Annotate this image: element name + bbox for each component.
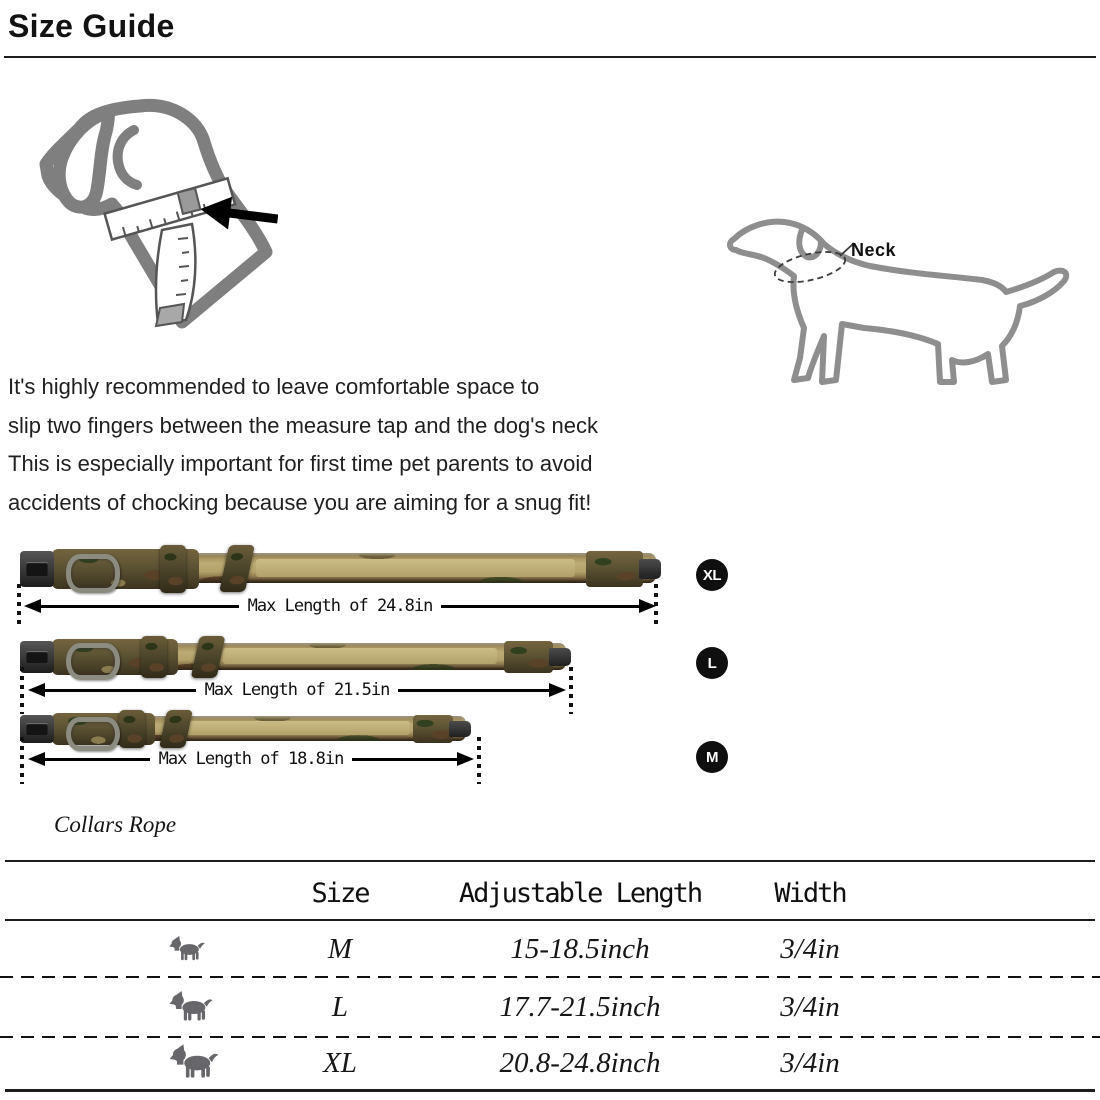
header-size: Size <box>311 877 369 909</box>
neck-label: Neck <box>851 240 897 260</box>
camo-wrap <box>504 641 553 673</box>
keeper-loop <box>119 710 145 748</box>
d-ring-icon <box>66 643 120 680</box>
d-ring-icon <box>66 717 120 751</box>
collars-caption: Collars Rope <box>54 812 177 837</box>
arrow-left-icon <box>24 599 41 613</box>
fit-note-line: This is especially important for first time pet parents to avoid <box>8 451 593 476</box>
keeper-loop <box>160 545 186 592</box>
arrow-right-icon <box>457 752 474 766</box>
cell-width: 3/4in <box>780 991 840 1023</box>
buckle-tip <box>639 559 661 578</box>
measuring-tape-strip <box>156 224 195 326</box>
cell-length: 15-18.5inch <box>510 932 650 965</box>
dotted-guide <box>477 737 481 784</box>
fit-note <box>8 368 728 522</box>
cell-size: L <box>331 991 349 1023</box>
page-title: Size Guide <box>8 8 175 44</box>
cell-size: M <box>327 932 353 965</box>
dog-head-measure-illustration <box>28 92 278 342</box>
buckle-icon <box>20 551 54 587</box>
fit-note-line: accidents of chocking because you are aiming for a snug fit! <box>8 489 592 515</box>
size-badge-m: M <box>696 741 728 773</box>
cell-length: 17.7-21.5inch <box>499 991 661 1023</box>
title-divider <box>4 56 1096 58</box>
velcro-strip <box>186 721 410 736</box>
dotted-guide <box>17 584 21 628</box>
max-length-label: Max Length of 18.8in <box>158 749 344 769</box>
fit-note-line: It's highly recommended to leave comfortable space to <box>8 374 540 399</box>
dog-icon <box>168 935 206 964</box>
max-length-label: Max Length of 24.8in <box>247 596 433 616</box>
collar-photo-xl <box>20 549 658 589</box>
camo-wrap <box>586 551 643 587</box>
size-badge-l: L <box>696 647 728 679</box>
cell-length: 20.8-24.8inch <box>499 1046 661 1079</box>
table-row <box>0 980 1100 1035</box>
dog-body-illustration <box>722 212 1074 400</box>
max-length-label: Max Length of 21.5in <box>204 680 390 700</box>
fit-note-line: slip two fingers between the measure tap and the dog's neck <box>8 412 599 438</box>
dog-body-icon <box>722 212 1074 400</box>
dog-icon <box>168 990 214 1025</box>
buckle-tip <box>449 721 471 736</box>
measure-arrow-l <box>28 679 566 701</box>
dotted-guide <box>20 667 24 714</box>
dog-icon <box>168 1043 220 1083</box>
dotted-guide <box>569 667 573 714</box>
tape-clip <box>178 188 201 214</box>
cell-size: XL <box>323 1046 357 1079</box>
table-border <box>5 860 1095 862</box>
measure-arrow-xl <box>24 595 656 617</box>
arrow-left-icon <box>28 752 45 766</box>
size-badge-xl: XL <box>696 559 728 591</box>
table-divider <box>0 976 1100 978</box>
collar-photo-m <box>20 713 468 745</box>
arrow-left-icon <box>28 683 45 697</box>
table-row <box>0 1038 1100 1088</box>
table-border <box>5 1089 1095 1092</box>
table-row <box>0 923 1100 975</box>
dotted-guide <box>20 737 24 784</box>
velcro-strip <box>223 648 497 665</box>
table-header-row <box>0 872 1100 914</box>
camo-wrap <box>413 715 453 744</box>
table-border <box>5 919 1095 921</box>
buckle-tip <box>549 648 571 665</box>
d-ring-icon <box>66 554 120 594</box>
cell-width: 3/4in <box>780 1046 840 1079</box>
buckle-icon <box>20 715 54 744</box>
header-width: Width <box>774 877 846 909</box>
velcro-strip <box>256 559 575 577</box>
buckle-icon <box>20 641 54 673</box>
header-adjustable-length: Adjustable Length <box>458 877 702 909</box>
collar-photo-l <box>20 639 568 675</box>
keeper-loop <box>141 636 167 678</box>
measure-arrow-m <box>28 748 474 770</box>
arrow-right-icon <box>549 683 566 697</box>
cell-width: 3/4in <box>780 932 840 965</box>
dog-head-measure-icon <box>28 92 278 342</box>
arrow-right-icon <box>639 599 656 613</box>
